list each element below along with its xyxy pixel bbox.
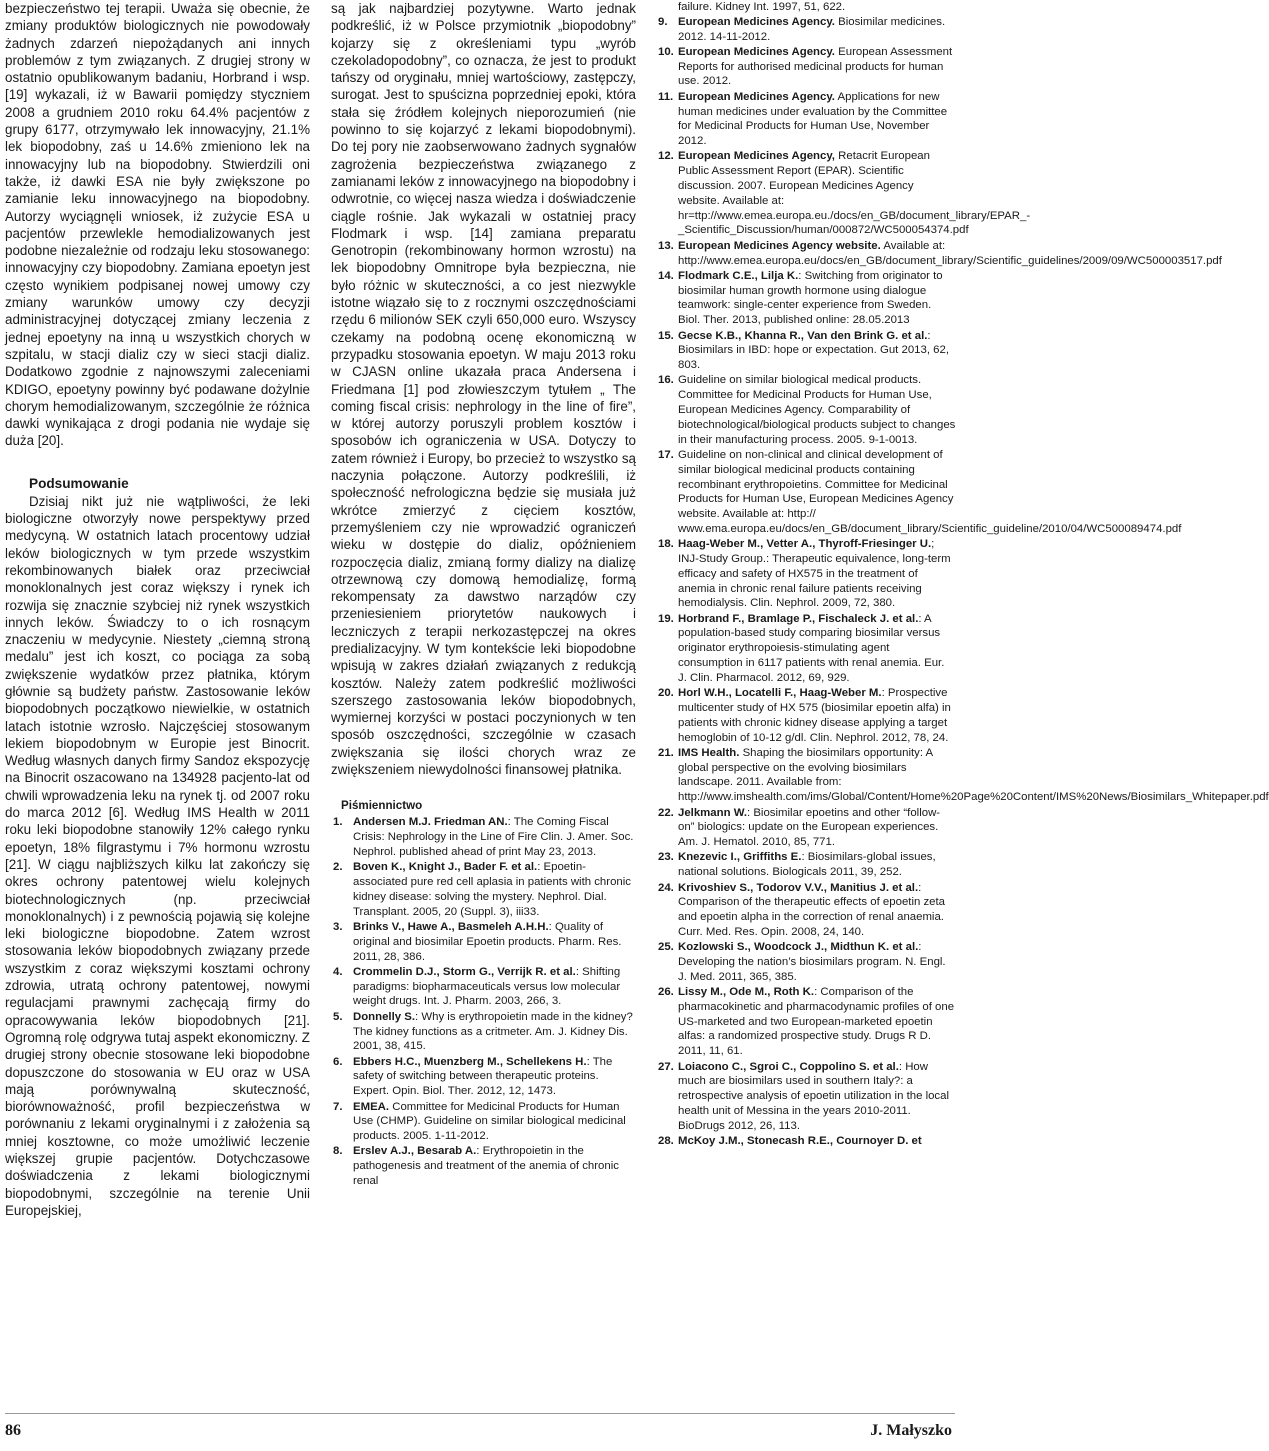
reference-item bbox=[656, 1134, 956, 1149]
reference-authors: IMS Health. bbox=[678, 746, 740, 759]
reference-number: 6. bbox=[333, 1055, 343, 1068]
reference-number: 18. bbox=[658, 538, 674, 551]
reference-text: : A population-based study comparing biosimilar versus originator erythropoiesis-stimulating agent consumption in 6117 patients with renal anemia. Eur. J. Clin. Pharmacol. 2012, 69, 929. bbox=[678, 612, 945, 684]
reference-item bbox=[656, 45, 956, 89]
reference-authors: European Medicines Agency, bbox=[678, 150, 835, 163]
reference-number: 9. bbox=[658, 15, 668, 28]
reference-number: 22. bbox=[658, 806, 674, 819]
reference-number: 26. bbox=[658, 986, 674, 999]
reference-text: Guideline on non-clinical and clinical development of similar biological medicinal products containing recombinant erythropoietins. Committee for Medicinal Products for Human Use, European Medicines Agency website. Available at: http:// www.ema.europa.eu/docs/en_GB/document_library/Scientific_guideline/2010/04/WC500089474.pdf bbox=[678, 448, 1182, 535]
paragraph-text: są jak najbardziej pozytywne. Warto jednak podkreślić, iż w Polsce przymiotnik „biopodobny” kojarzy się z określeniami typu „wyrób czekoladopodobny”, co oznacza, że jest to produkt tańszy od oryginału, mniej wartościowy, zastępczy, surogat. Jest to spuścizna poprzedniej epoki, która stała się źródłem kolejnych nieporozumień (nie powinno to się kojarzyć z lekami biopodobnymi). Do tej pory nie zaobserwowano żadnych sygnałów zagrożenia bezpieczeństwa związanego z zamianami leków z innowacyjnego na biopodobny i odwrotnie, co więcej nasza wiedza i doświadczenie ciągle rośnie. Jak wykazali w ostatniej pracy Flodmark i wsp. [14] zamiana preparatu Genotropin (rekombinowany hormon wzrostu) na lek biopodobny Omnitrope była bezpieczna, nie było różnic w skuteczności, a co jest niezwykle istotne wiązało się to z rocznymi oszczędnościami rzędu 6 milionów SEK czyli 650,000 euro. Wszyscy czekamy na podobną ocenę ekonomiczną w przypadku stosowania epoetyn. W maju 2013 roku w CJASN online ukazała praca Andersena i Friedmana [1] pod złowieszczym tytułem „ The coming fiscal crisis: nephrology in the line of fire”, w której autorzy poruszyli problem kosztów i sposobów ich ograniczenia w USA. Dotyczy to zatem również i Europy, bo przecież to wszystko są naczynia połączone. Autorzy podkreślili, iż społeczność nefrologiczna będzie się musiała już wkrótce zmierzyć z cięciem kosztów, przemyśleniem czy nie wprowadzić ograniczeń wieku w dostępie do dializ, opóźnieniem rozpoczęcia dializ, zmianą formy dializy na dializę otrzewnową czy domową hemodializę, formą rekompensaty za dawstwo narządów czy przeniesieniem priorytetów naukowych i leczniczych z terapii nerkozastępczej na okres predializacyjny. W tym kontekście leki biopodobne wpisują w zakres działań związanych z redukcją kosztów. Należy zatem podkreślić możliwości szerszego zastosowania leków biopodobnych, wymiernej korzyści w postaci poczynionych w ten sposób oszczędności, szczególnie w czasach zwiększania się ilości chorych wraz ze zwiększeniem niewydolności finansowej płatnika. bbox=[331, 1, 636, 778]
reference-number: 27. bbox=[658, 1060, 674, 1073]
reference-number: 3. bbox=[333, 920, 343, 933]
footer-divider bbox=[5, 1413, 955, 1414]
reference-number: 2. bbox=[333, 861, 343, 874]
reference-authors: Lissy M., Ode M., Roth K. bbox=[678, 986, 815, 999]
reference-item bbox=[331, 1144, 636, 1188]
reference-list bbox=[331, 815, 636, 1188]
reference-text: : Erythropoietin in the pathogenesis and treatment of the anemia of chronic renal bbox=[353, 1145, 619, 1187]
reference-text: : Biosimilar epoetins and other “follow-on” biologics: update on the European experiences. Am. J. Hematol. 2010, 85, 771. bbox=[678, 806, 941, 849]
reference-item bbox=[656, 269, 956, 328]
body-paragraph bbox=[5, 0, 310, 450]
reference-authors: Horbrand F., Bramlage P., Fischaleck J. et al. bbox=[678, 612, 919, 625]
reference-item bbox=[331, 815, 636, 859]
reference-text: Retacrit European Public Assessment Report (EPAR). Scientific discussion. 2007. European Medicines Agency website. Available at: hr=ttp://www.emea.europa.eu./docs/en_GB/document_library/EPAR_-_Scientific_Discussion/human/000872/WC500054374.pdf bbox=[678, 150, 1031, 237]
reference-authors: Horl W.H., Locatelli F., Haag-Weber M. bbox=[678, 687, 882, 700]
reference-number: 28. bbox=[658, 1135, 674, 1148]
section-heading-summary: Podsumowanie bbox=[29, 475, 129, 491]
reference-text: Biosimilar medicines. 2012. 14-11-2012. bbox=[678, 15, 946, 43]
reference-number: 4. bbox=[333, 965, 343, 978]
column-middle bbox=[331, 0, 636, 1189]
reference-authors: Boven K., Knight J., Bader F. et al. bbox=[353, 861, 538, 874]
reference-item bbox=[331, 1010, 636, 1054]
reference-text: : Quality of original and biosimilar Epoetin products. Pharm. Res. 2011, 28, 386. bbox=[353, 920, 622, 963]
reference-number: 14. bbox=[658, 269, 674, 282]
reference-number: 7. bbox=[333, 1100, 343, 1113]
reference-authors: EMEA. bbox=[353, 1100, 390, 1113]
reference-text: : Biosimilars in IBD: hope or expectation. Gut 2013, 62, 803. bbox=[678, 329, 949, 372]
reference-authors: European Medicines Agency. bbox=[678, 90, 835, 103]
reference-item bbox=[331, 965, 636, 1009]
reference-text: European Assessment Reports for authorised medicinal products for human use. 2012. bbox=[678, 45, 953, 88]
reference-text: : Epoetin-associated pure red cell aplasia in patients with chronic kidney disease: solving the mystery. Nephrol. Dial. Transplant. 2005, 20 (Suppl. 3), iii33. bbox=[353, 861, 631, 918]
reference-item bbox=[331, 1055, 636, 1099]
reference-text: : The safety of switching between therapeutic proteins. Expert. Opin. Biol. Ther. 2012, 12, 1473. bbox=[353, 1055, 613, 1098]
page-number: 86 bbox=[5, 1422, 21, 1439]
body-paragraph bbox=[331, 0, 636, 778]
reference-authors: Ebbers H.C., Muenzberg M., Schellekens H. bbox=[353, 1055, 587, 1068]
body-paragraph bbox=[5, 493, 310, 1219]
reference-authors: European Medicines Agency. bbox=[678, 15, 835, 28]
reference-item bbox=[656, 149, 1031, 238]
reference-number: 16. bbox=[658, 374, 674, 387]
reference-item bbox=[656, 329, 956, 373]
reference-authors: Erslev A.J., Besarab A. bbox=[353, 1145, 477, 1158]
reference-number: 21. bbox=[658, 746, 674, 759]
reference-item bbox=[656, 537, 956, 611]
paragraph-text: bezpieczeństwo tej terapii. Uważa się obecnie, że zmiany produktów biologicznych nie powodowały żadnych zdarzeń niepożądanych ani innych problemów z tym związanych. Z drugiej strony w ostatnio opublikowanym badaniu, Horbrand i wsp. [19] wykazali, iż w Bawarii pomiędzy styczniem 2008 a grudniem 2010 roku 64.4% pacjentów z grupy 6177, otrzymywało lek innowacyjny, 21.1% lek biopodobny, zaś u 14.6% zmieniono lek na innowacyjny lub na biopodobny. Stwierdzili oni także, iż dawki ESA nie były zwiększone po zamianie leku innowacyjnego na biopodobny. Autorzy wyciągnęli wniosek, iż zużycie ESA u pacjentów przewlekle hemodializowanych jest podobne niezależnie od rodzaju leku stosowanego: innowacyjny czy biopodobny. Zamiana epoetyn jest często wynikiem podpisanej nowej umowy czy zmiany warunków umowy czy decyzji administracyjnej dotyczącej zmiany leczenia z jednej epoetyny na inną u wszystkich chorych w szpitalu, w stacji dializ czy w sieci stacji dializ. Dodatkowo zgodnie z najnowszymi zaleceniami KDIGO, epoetyny powinny być podawane dożylnie chorym hemodializowanym, szczególnie że różnica dawki wynikająca z drogi podania nie wydaje się duża [20]. bbox=[5, 1, 310, 449]
reference-item bbox=[656, 686, 956, 745]
reference-text: : Why is erythropoietin made in the kidney? The kidney functions as a critmeter. Am. J. Kidney Dis. 2001, 38, 415. bbox=[353, 1010, 633, 1053]
reference-number: 20. bbox=[658, 687, 674, 700]
reference-number: 5. bbox=[333, 1010, 343, 1023]
reference-authors: McKoy J.M., Stonecash R.E., Cournoyer D. et bbox=[678, 1135, 922, 1148]
reference-number: 10. bbox=[658, 45, 674, 58]
reference-item bbox=[656, 448, 1182, 537]
reference-authors: Jelkmann W. bbox=[678, 806, 747, 819]
paragraph-text: Dzisiaj nikt już nie wątpliwości, że leki biologiczne otworzyły nowe perspektywy przed medycyną. W ostatnich latach procentowy udział leków biologicznych w tym przede wszystkim rekombinowanych białek oraz przeciwciał monoklonalnych jest coraz większy i rynek ich rozwija się znacznie szybciej niż rynek wszystkich innych leków. Świadczy to o ich rosnącym znaczeniu w medycynie. Niestety „ciemną stroną medalu” jest ich koszt, co pociąga za sobą zwiększenie wydatków przez płatnika, którym głównie są budżety państw. Zastosowanie leków biopodobnych początkowo niewielkie, w ostatnich latach istotnie wzrosło. Najczęściej stosowanym lekiem biopodobnym w Europie jest Binocrit. Według własnych danych firmy Sandoz ekspozycję na Binocrit oszacowano na 134928 pacjento-lat od chwili wprowadzenia leku na rynek tj. od 2007 roku do marca 2012 [6]. Według IMS Health w 2011 roku leki biopodobne stanowiły 12% całego rynku epoetyn, 18% filgrastymu i 7% hormonu wzrostu [21]. W ciągu najbliższych kilku lat zakończy się okres ochrony patentowej wielu kolejnych biotechnologicznych (np. przeciwciał monoklonalnych) i z pewnością pojawią się kolejne leki biologiczne biopodobne. Zatem wzrost stosowania leków biopodobnych związany przede wszystkim z coraz większymi kosztami ochrony zdrowia, utratą ochrony patentowej, nowymi regulacjami prawnymi zachęcają firmy do opracowywania leków biopodobnych [21]. Ogromną rolę odgrywa tutaj aspekt ekonomiczny. Z drugiej strony obecnie stosowane leki biopodobne dopuszczone do stosowania w EU oraz w USA mają porównywalną skuteczność, biorównoważność, profil bezpieczeństwa w porównaniu z lekami oryginalnymi i z założenia są mniej kosztowne, co może umożliwić leczenie większej grupie pacjentów. Dotychczasowe doświadczenia z lekami biologicznymi biopodobnymi, szczególnie na terenie Unii Europejskiej, bbox=[5, 493, 310, 1218]
reference-text: Available at: http://www.emea.europa.eu/docs/en_GB/document_library/Scientific_guidelines/2009/09/WC500003517.pdf bbox=[678, 239, 1222, 267]
reference-text: : Comparison of the pharmacokinetic and pharmacodynamic profiles of one US-marketed and two European-marketed epoetin alfas: a randomized prospective study. Drugs R D. 2011, 11, 61. bbox=[678, 986, 955, 1058]
references-heading: Piśmiennictwo bbox=[341, 799, 423, 813]
reference-item bbox=[656, 1060, 956, 1134]
reference-text: Committee for Medicinal Products for Human Use (CHMP). Guideline on similar biological medicinal products. 2005. 1-11-2012. bbox=[353, 1100, 626, 1143]
reference-number: 8. bbox=[333, 1145, 343, 1158]
reference-text: : Comparison of the therapeutic effects of epoetin zeta and epoetin alpha in the correction of renal anaemia. Curr. Med. Res. Opin. 2008, 24, 140. bbox=[678, 881, 946, 938]
reference-authors: Krivoshiev S., Todorov V.V., Manitius J. et al. bbox=[678, 881, 919, 894]
reference-number: 23. bbox=[658, 851, 674, 864]
column-left bbox=[5, 0, 310, 1219]
reference-item bbox=[656, 373, 956, 447]
reference-authors: Knezevic I., Griffiths E. bbox=[678, 851, 802, 864]
reference-number: 15. bbox=[658, 329, 674, 342]
reference-item bbox=[656, 239, 1222, 269]
reference-text: : Biosimilars-global issues, national solutions. Biologicals 2011, 39, 252. bbox=[678, 851, 936, 879]
reference-authors: Crommelin D.J., Storm G., Verrijk R. et al. bbox=[353, 965, 576, 978]
reference-item bbox=[656, 746, 1269, 805]
reference-item bbox=[656, 612, 956, 686]
reference-item bbox=[331, 1100, 636, 1144]
reference-text: : Developing the nation’s biosimilars program. N. Engl. J. Med. 2011, 365, 385. bbox=[678, 941, 946, 983]
reference-authors: Flodmark C.E., Lilja K. bbox=[678, 269, 799, 282]
reference-text: : The Coming Fiscal Crisis: Nephrology in the Line of Fire Clin. J. Amer. Soc. Nephrol. published ahead of print May 23, 2013. bbox=[353, 816, 634, 858]
reference-item bbox=[656, 850, 956, 880]
reference-item bbox=[656, 881, 956, 940]
reference-number: 17. bbox=[658, 448, 674, 461]
reference-number: 1. bbox=[333, 816, 343, 829]
reference-list bbox=[656, 15, 1269, 1149]
column-right bbox=[656, 0, 1269, 1149]
reference-text: : Prospective multicenter study of HX 575 (biosimilar epoetin alfa) in patients with chronic kidney disease applying a target hemoglobin of 10-12 g/dl. Clin. Nephrol. 2012, 78, 24. bbox=[678, 687, 951, 744]
reference-authors: European Medicines Agency. bbox=[678, 45, 835, 58]
reference-authors: Andersen M.J. Friedman AN. bbox=[353, 816, 508, 829]
reference-authors: Brinks V., Hawe A., Basmeleh A.H.H. bbox=[353, 920, 549, 933]
reference-item bbox=[656, 806, 956, 850]
reference-text: Applications for new human medicines under evaluation by the Committee for Medicinal Products for Human Use, November 2012. bbox=[678, 90, 948, 148]
reference-authors: Haag-Weber M., Vetter A., Thyroff-Friesinger U. bbox=[678, 538, 932, 551]
reference-item bbox=[656, 940, 956, 984]
running-author: J. Małyszko bbox=[870, 1422, 952, 1439]
reference-number: 19. bbox=[658, 612, 674, 625]
reference-number: 11. bbox=[658, 90, 674, 103]
reference-text: Shaping the biosimilars opportunity: A global perspective on the evolving biosimilars landscape. 2011. Available from: http://www.imshealth.com/ims/Global/Content/Home%20Page%20Content/IMS%20News/Biosimilars_Whitepaper.pdf bbox=[678, 746, 1269, 804]
reference-item bbox=[656, 15, 956, 45]
reference-number: 25. bbox=[658, 941, 674, 954]
reference-text: : How much are biosimilars used in southern Italy?: a retrospective analysis of epoetin utilization in the local health unit of Messina in the years 2010-2011. BioDrugs 2012, 26, 113. bbox=[678, 1060, 949, 1132]
reference-text: ; INJ-Study Group.: Therapeutic equivalence, long-term efficacy and safety of HX575 in the treatment of anemia in chronic renal failure patients receiving hemodialysis. Clin. Nephrol. 2009, 72, 380. bbox=[678, 538, 951, 610]
reference-item bbox=[656, 90, 956, 149]
reference-continuation: failure. Kidney Int. 1997, 51, 622. bbox=[678, 1, 846, 13]
reference-item bbox=[331, 920, 636, 964]
reference-item bbox=[331, 860, 636, 919]
reference-number: 13. bbox=[658, 239, 674, 252]
reference-number: 24. bbox=[658, 881, 674, 894]
reference-authors: Gecse K.B., Khanna R., Van den Brink G. et al. bbox=[678, 329, 928, 342]
reference-text: Guideline on similar biological medical products. Committee for Medicinal Products for Human Use, European Medicines Agency. Comparability of biotechnological/biological products subject to changes in their manufacturing process. 2005. 9-1-0013. bbox=[678, 374, 956, 446]
reference-authors: European Medicines Agency website. bbox=[678, 239, 881, 252]
reference-item bbox=[656, 985, 956, 1059]
reference-number: 12. bbox=[658, 150, 674, 163]
reference-text: : Shifting paradigms: biopharmaceuticals versus low molecular weight drugs. Int. J. Pharm. 2003, 266, 3. bbox=[353, 965, 621, 1008]
reference-authors: Donnelly S. bbox=[353, 1010, 416, 1023]
reference-authors: Kozlowski S., Woodcock J., Midthun K. et al. bbox=[678, 941, 919, 954]
reference-authors: Loiacono C., Sgroi C., Coppolino S. et al. bbox=[678, 1060, 899, 1073]
reference-text: : Switching from originator to biosimilar human growth hormone using dialogue teamwork: single-center experience from Sweden. Biol. Ther. 2013, published online: 28.05.2013 bbox=[678, 269, 943, 327]
